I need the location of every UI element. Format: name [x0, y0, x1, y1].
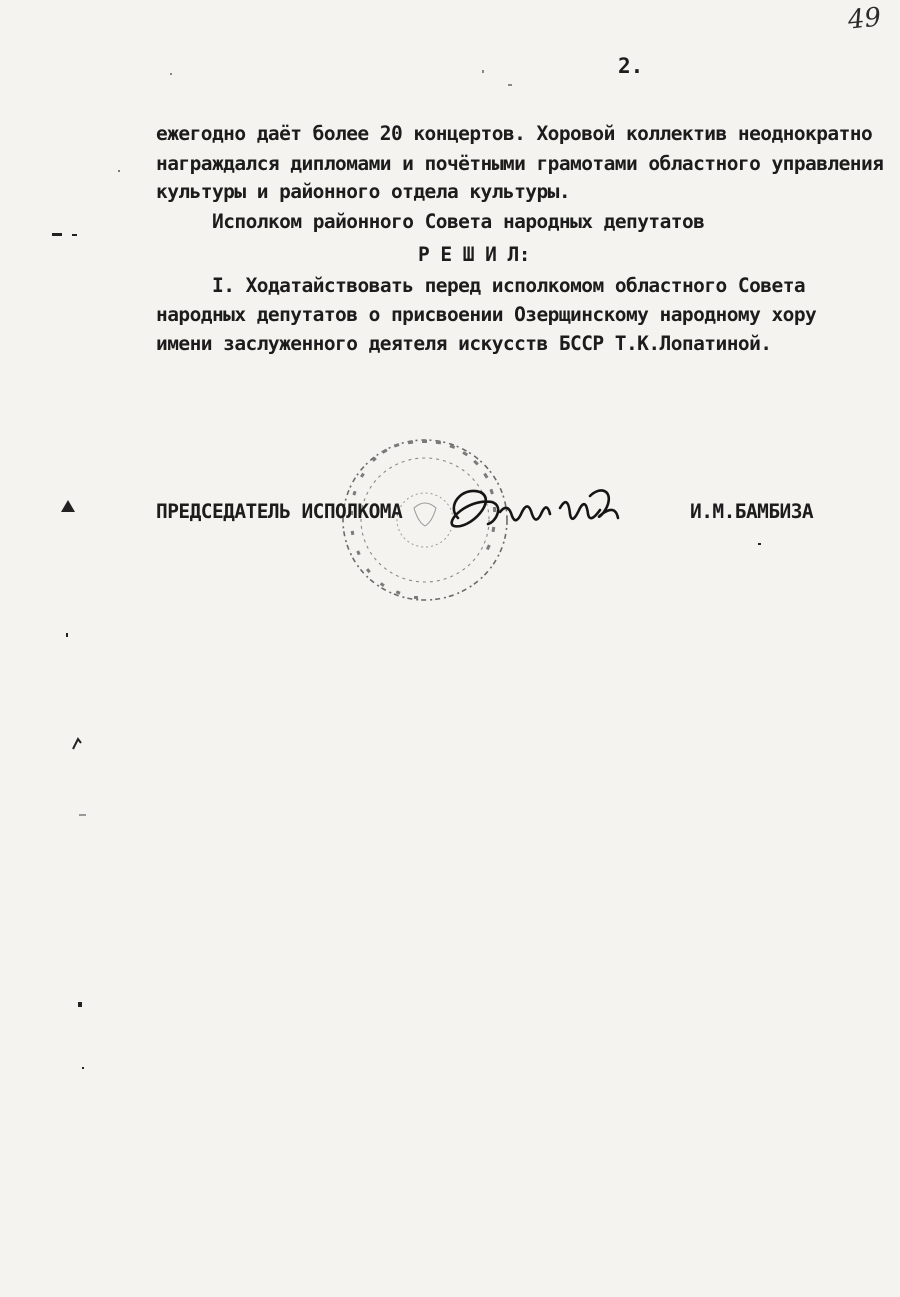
margin-tick-mark: [70, 735, 84, 751]
scan-speck: [118, 170, 120, 172]
chairman-name: И.М.БАМБИЗА: [690, 500, 814, 523]
scan-speck: [82, 1067, 84, 1069]
item-1-line-2: народных депутатов о присвоении Озерщинскому народному хору: [156, 303, 817, 326]
scan-speck: [66, 633, 68, 637]
body-line-4: Исполком районного Совета народных депутатов: [212, 210, 705, 233]
item-1-line-1: I. Ходатайствовать перед исполкомом областного Совета: [212, 274, 806, 297]
body-line-2: награждался дипломами и почётными грамотами областного управления: [156, 152, 884, 175]
margin-arrow-mark: [60, 498, 76, 514]
scan-speck: [52, 233, 62, 236]
scan-speck: [79, 814, 86, 816]
item-1-line-3: имени заслуженного деятеля искусств БССР Т.К.Лопатиной.: [156, 332, 772, 355]
scan-speck: [758, 543, 761, 545]
scan-speck: [78, 1002, 82, 1007]
chairman-title: ПРЕДСЕДАТЕЛЬ ИСПОЛКОМА: [156, 500, 403, 523]
handwritten-signature: [440, 478, 640, 548]
page-number: 2.: [618, 54, 644, 78]
decided-heading: Р Е Ш И Л:: [418, 243, 530, 266]
body-line-3: культуры и районного отдела культуры.: [156, 180, 571, 203]
archive-sheet-number: 49: [846, 2, 883, 36]
scan-speck: [482, 70, 484, 73]
body-line-1: ежегодно даёт более 20 концертов. Хоровой коллектив неоднократно: [156, 122, 873, 145]
scan-speck: [170, 73, 172, 75]
scan-speck: [72, 234, 77, 236]
scan-speck: [508, 84, 512, 86]
